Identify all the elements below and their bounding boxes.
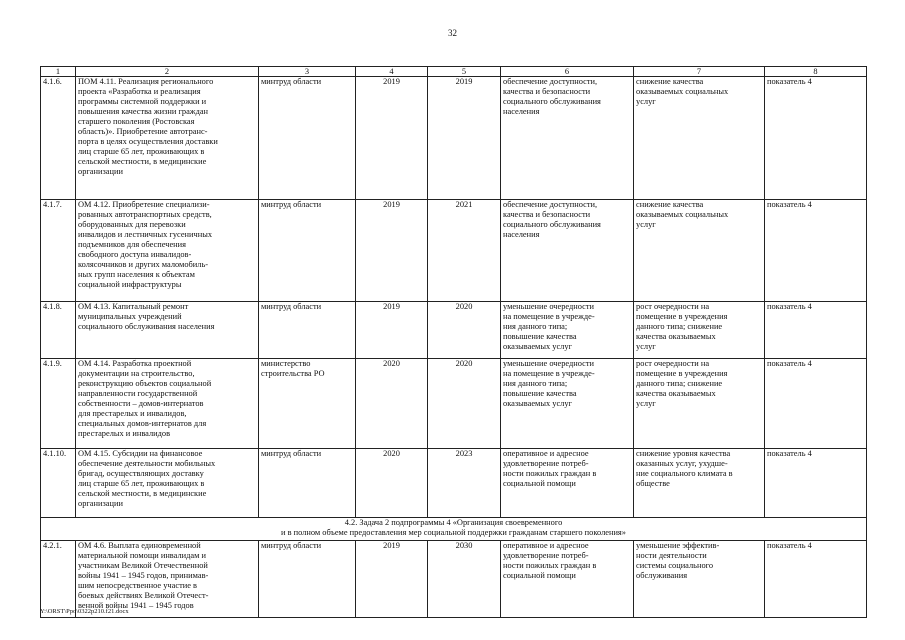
non-implementation-consequence: рост очередности на помещение в учреждения данного типа; снижение качества оказываемых услуг — [634, 359, 765, 449]
non-implementation-consequence: рост очередности на помещение в учреждения данного типа; снижение качества оказываемых услуг — [634, 302, 765, 359]
indicator: показатель 4 — [765, 77, 867, 200]
measure-name: ОМ 4.6. Выплата единовременной материальной помощи инвалидам и участникам Великой Отечественной войны 1941 – 1945 годов, принимав- шим непосредственное участие в боевых действиях Великой Отечест- венной войны 1941 – 1945 годов — [76, 541, 259, 618]
executor: министерство строительства РО — [259, 359, 356, 449]
table-row — [41, 200, 867, 302]
file-path-footer: Y:\ORST\Ppo\0322p210.f21.docx — [40, 608, 129, 615]
expected-result: уменьшение очередности на помещение в учрежде- ния данного типа; повышение качества оказываемых услуг — [501, 302, 634, 359]
column-number: 4 — [356, 67, 428, 77]
row-number: 4.1.10. — [41, 449, 76, 518]
measure-name: ОМ 4.14. Разработка проектной документации на строительство, реконструкцию объектов социальной направленности государственной собственности – домов-интернатов для престарелых и инвалидов, специальных домов-интернатов для престарелых и инвалидов — [76, 359, 259, 449]
non-implementation-consequence: снижение качества оказываемых социальных услуг — [634, 200, 765, 302]
end-year: 2030 — [428, 541, 501, 618]
indicator: показатель 4 — [765, 302, 867, 359]
measure-name: ПОМ 4.11. Реализация регионального проекта «Разработка и реализация программы системной поддержки и повышения качества жизни граждан старшего поколения (Ростовская область)». Приобретение автотранс- порта в целях осуществления доставки лиц старше 65 лет, проживающих в сельской местности, в медицинские организации — [76, 77, 259, 200]
column-number: 2 — [76, 67, 259, 77]
indicator: показатель 4 — [765, 200, 867, 302]
column-number: 5 — [428, 67, 501, 77]
expected-result: обеспечение доступности, качества и безопасности социального обслуживания населения — [501, 200, 634, 302]
executor: минтруд области — [259, 449, 356, 518]
table-row — [41, 302, 867, 359]
start-year: 2019 — [356, 200, 428, 302]
start-year: 2020 — [356, 449, 428, 518]
expected-result: обеспечение доступности, качества и безопасности социального обслуживания населения — [501, 77, 634, 200]
measure-name: ОМ 4.15. Субсидии на финансовое обеспечение деятельности мобильных бригад, осуществляющих доставку лиц старше 65 лет, проживающих в сельской местности, в медицинские организации — [76, 449, 259, 518]
indicator: показатель 4 — [765, 449, 867, 518]
table-row — [41, 541, 867, 618]
start-year: 2019 — [356, 77, 428, 200]
table-row — [41, 77, 867, 200]
executor: минтруд области — [259, 302, 356, 359]
end-year: 2020 — [428, 359, 501, 449]
row-number: 4.1.8. — [41, 302, 76, 359]
row-number: 4.1.9. — [41, 359, 76, 449]
executor: минтруд области — [259, 200, 356, 302]
end-year: 2019 — [428, 77, 501, 200]
indicator: показатель 4 — [765, 359, 867, 449]
non-implementation-consequence: снижение уровня качества оказанных услуг, ухудше- ние социального климата в обществе — [634, 449, 765, 518]
column-number: 1 — [41, 67, 76, 77]
end-year: 2021 — [428, 200, 501, 302]
page-number: 32 — [448, 28, 457, 38]
row-number: 4.1.7. — [41, 200, 76, 302]
section-row — [41, 518, 867, 541]
executor: минтруд области — [259, 77, 356, 200]
expected-result: оперативное и адресное удовлетворение потреб- ности пожилых граждан в социальной помощи — [501, 541, 634, 618]
start-year: 2019 — [356, 302, 428, 359]
row-number: 4.2.1. — [41, 541, 76, 618]
expected-result: оперативное и адресное удовлетворение потреб- ности пожилых граждан в социальной помощи — [501, 449, 634, 518]
column-number-row — [41, 67, 867, 77]
column-number: 7 — [634, 67, 765, 77]
non-implementation-consequence: снижение качества оказываемых социальных услуг — [634, 77, 765, 200]
non-implementation-consequence: уменьшение эффектив- ности деятельности системы социального обслуживания — [634, 541, 765, 618]
start-year: 2019 — [356, 541, 428, 618]
measures-table — [40, 66, 867, 618]
row-number: 4.1.6. — [41, 77, 76, 200]
end-year: 2020 — [428, 302, 501, 359]
measure-name: ОМ 4.13. Капитальный ремонт муниципальных учреждений социального обслуживания населения — [76, 302, 259, 359]
section-title: 4.2. Задача 2 подпрограммы 4 «Организация своевременного и в полном объеме предоставления мер социальной поддержки гражданам старшего поколения» — [41, 518, 867, 541]
column-number: 8 — [765, 67, 867, 77]
measure-name: ОМ 4.12. Приобретение специализи- рованных автотранспортных средств, оборудованных для перевозки инвалидов и лестничных гусеничных подъемников для обеспечения свободного доступа инвалидов- колясочников и других маломобиль- ных групп населения к объектам социальной инфраструктуры — [76, 200, 259, 302]
end-year: 2023 — [428, 449, 501, 518]
indicator: показатель 4 — [765, 541, 867, 618]
table-row — [41, 359, 867, 449]
column-number: 3 — [259, 67, 356, 77]
start-year: 2020 — [356, 359, 428, 449]
column-number: 6 — [501, 67, 634, 77]
expected-result: уменьшение очередности на помещение в учрежде- ния данного типа; повышение качества оказываемых услуг — [501, 359, 634, 449]
table-row — [41, 449, 867, 518]
executor: минтруд области — [259, 541, 356, 618]
